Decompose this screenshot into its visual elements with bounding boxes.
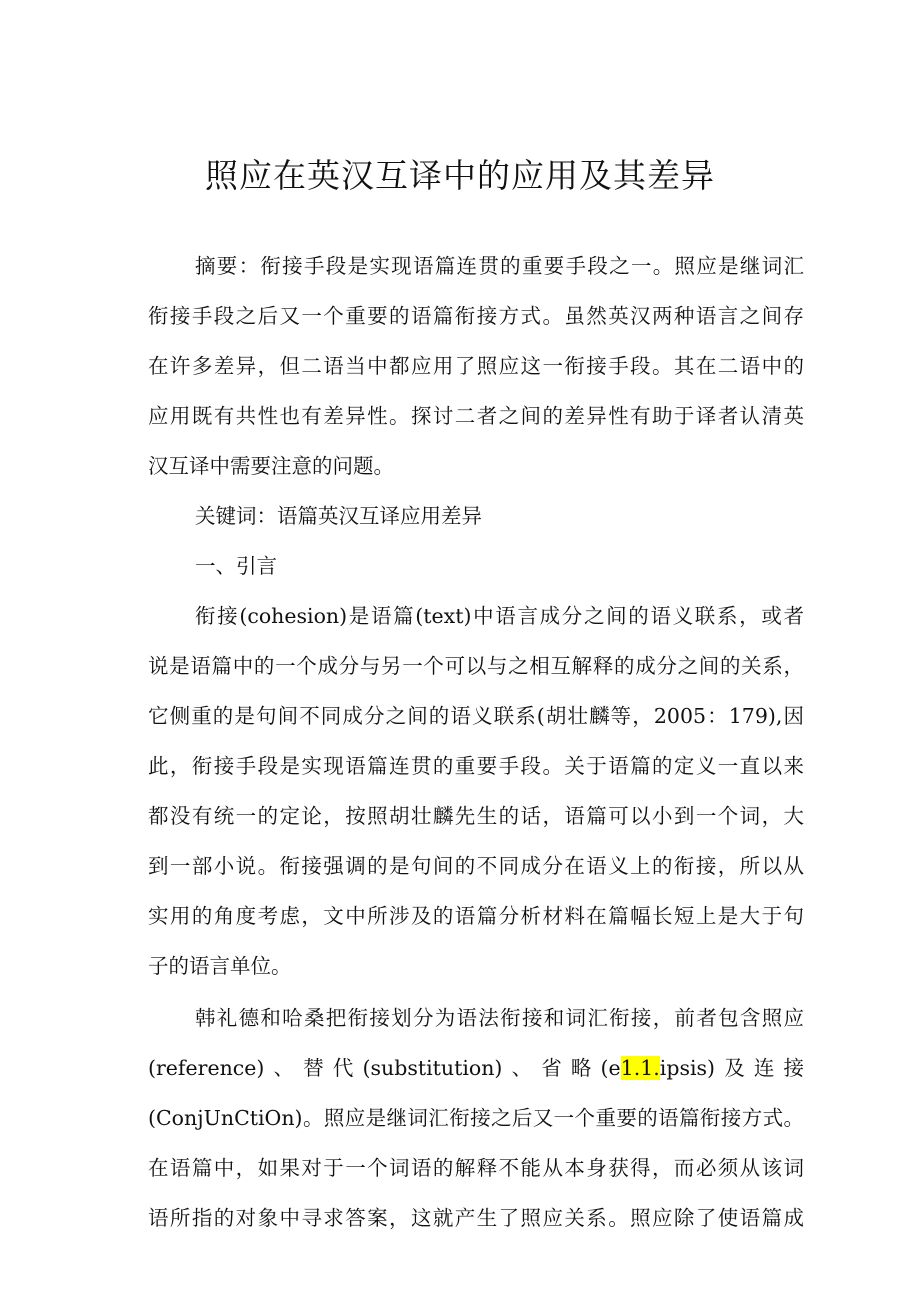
abstract-line: 摘要：衔接手段是实现语篇连贯的重要手段之一。照应是继词汇 (195, 254, 804, 278)
paragraph2-line: (ConjUnCtiOn)。照应是继词汇衔接之后又一个重要的语篇衔接方式。 (148, 1106, 804, 1130)
paragraph1-line: 到一部小说。衔接强调的是句间的不同成分在语义上的衔接，所以从 (148, 854, 804, 878)
abstract-line: 应用既有共性也有差异性。探讨二者之间的差异性有助于译者认清英 (148, 404, 804, 428)
section-heading: 一、引言 (195, 554, 277, 578)
paragraph1-line: 实用的角度考虑，文中所涉及的语篇分析材料在篇幅长短上是大于句 (148, 904, 804, 928)
paragraph1-line: 子的语言单位。 (148, 954, 292, 978)
paragraph1-line: 说是语篇中的一个成分与另一个可以与之相互解释的成分之间的关系， (148, 654, 804, 678)
document-title: 照应在英汉互译中的应用及其差异 (205, 156, 715, 195)
paragraph2-line (148, 1043, 804, 1093)
highlighted-text: 1.1. (620, 1056, 660, 1080)
paragraph2-text-after-highlight: ipsis)及连接 (659, 1056, 804, 1080)
abstract-line: 在许多差异，但二语当中都应用了照应这一衔接手段。其在二语中的 (148, 354, 804, 378)
paragraph1-line: 衔接(cohesion)是语篇(text)中语言成分之间的语义联系，或者 (195, 604, 804, 628)
paragraph2-line: 在语篇中，如果对于一个词语的解释不能从本身获得，而必须从该词 (148, 1156, 804, 1180)
abstract-line: 汉互译中需要注意的问题。 (148, 454, 394, 478)
paragraph1-line: 它侧重的是句间不同成分之间的语义联系(胡壮麟等，2005：179),因 (148, 704, 804, 728)
abstract-line: 衔接手段之后又一个重要的语篇衔接方式。虽然英汉两种语言之间存 (148, 304, 804, 328)
paragraph1-line: 此，衔接手段是实现语篇连贯的重要手段。关于语篇的定义一直以来 (148, 754, 804, 778)
paragraph2-line: 韩礼德和哈桑把衔接划分为语法衔接和词汇衔接，前者包含照应 (195, 1006, 804, 1030)
paragraph2-text-before-highlight: (reference)、替代(substitution)、省略(e (148, 1056, 621, 1080)
paragraph2-line: 语所指的对象中寻求答案，这就产生了照应关系。照应除了使语篇成 (148, 1206, 804, 1230)
paragraph1-line: 都没有统一的定论，按照胡壮麟先生的话，语篇可以小到一个词，大 (148, 804, 804, 828)
keywords-line: 关键词：语篇英汉互译应用差异 (195, 504, 482, 528)
